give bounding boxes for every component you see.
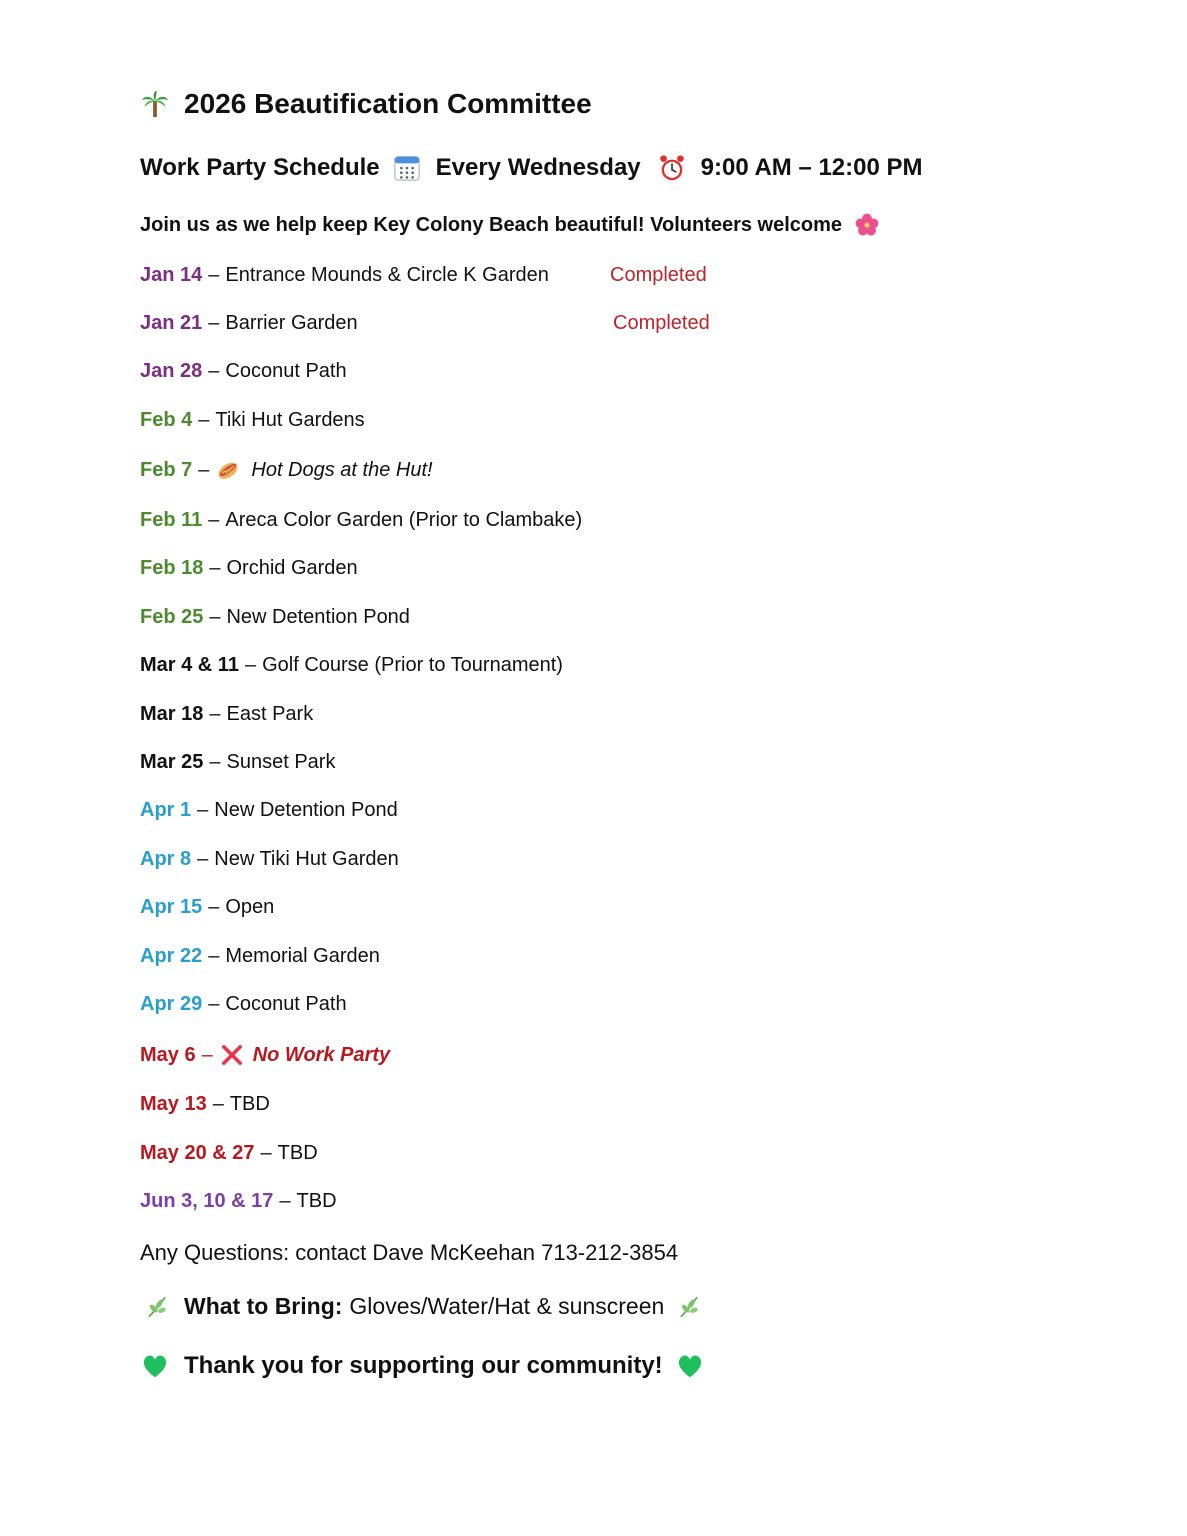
- status-completed: Completed: [613, 312, 710, 334]
- schedule-date: Apr 29: [140, 993, 203, 1015]
- schedule-dash: –: [197, 848, 209, 870]
- schedule-dash: –: [209, 703, 221, 725]
- schedule-row-apr-29: [140, 993, 347, 1016]
- schedule-row-feb-4: [140, 409, 365, 432]
- schedule-row-feb-7: [140, 457, 433, 483]
- schedule-date: Feb 7: [140, 458, 193, 481]
- calendar-icon: [392, 153, 422, 183]
- schedule-date: Apr 8: [140, 848, 192, 870]
- schedule-row-feb-11: [140, 509, 582, 532]
- schedule-row-jun-3-10-17: [140, 1190, 337, 1213]
- schedule-row-mar-4-11: [140, 654, 563, 677]
- schedule-row-feb-25: [140, 606, 410, 629]
- status-completed: Completed: [610, 264, 707, 286]
- schedule-dash: –: [208, 509, 220, 531]
- schedule-task: Entrance Mounds & Circle K Garden: [225, 264, 549, 286]
- schedule-date: Mar 4 & 11: [140, 654, 239, 676]
- schedule-dash: –: [198, 458, 210, 481]
- what-to-bring: [140, 1293, 702, 1320]
- schedule-dash: –: [260, 1142, 272, 1164]
- schedule-row-may-20-27: [140, 1142, 318, 1165]
- schedule-row-may-6: [140, 1042, 390, 1068]
- hibiscus-icon: [854, 212, 880, 238]
- schedule-row-apr-8: [140, 848, 399, 871]
- schedule-task: Tiki Hut Gardens: [215, 409, 365, 431]
- schedule-task: TBD: [229, 1093, 270, 1115]
- subtitle-time: 9:00 AM – 12:00 PM: [700, 154, 923, 181]
- schedule-dash: –: [209, 606, 221, 628]
- schedule-row-jan-21: [140, 312, 358, 335]
- schedule-date: May 6: [140, 1043, 196, 1066]
- schedule-date: Jun 3, 10 & 17: [140, 1190, 274, 1212]
- thank-you-text: Thank you for supporting our community!: [184, 1352, 663, 1379]
- schedule-task: Golf Course (Prior to Tournament): [262, 654, 563, 676]
- page-title: [140, 88, 592, 120]
- schedule-dash: –: [208, 993, 220, 1015]
- schedule-dash: –: [209, 751, 221, 773]
- contact-line: Any Questions: contact Dave McKeehan 713-212-3854: [140, 1240, 679, 1265]
- schedule-task: Areca Color Garden (Prior to Clambake): [225, 509, 583, 531]
- schedule-task: No Work Party: [252, 1043, 391, 1066]
- schedule-dash: –: [201, 1043, 213, 1066]
- cross-mark-icon: [219, 1042, 245, 1068]
- schedule-date: May 13: [140, 1093, 207, 1115]
- schedule-date: Jan 14: [140, 264, 203, 286]
- schedule-date: Mar 25: [140, 751, 204, 773]
- schedule-date: Jan 28: [140, 360, 203, 382]
- palm-tree-icon: [140, 89, 170, 119]
- schedule-dash: –: [212, 1093, 224, 1115]
- schedule-task: Coconut Path: [225, 993, 347, 1015]
- hot-dog-icon: [215, 457, 241, 483]
- schedule-date: Feb 11: [140, 509, 203, 531]
- title-text: 2026 Beautification Committee: [184, 88, 592, 119]
- schedule-task: TBD: [296, 1190, 337, 1212]
- schedule-date: Feb 25: [140, 606, 204, 628]
- schedule-row-jan-28: [140, 360, 347, 383]
- schedule-row-mar-25: [140, 751, 335, 774]
- schedule-task: Sunset Park: [226, 751, 336, 773]
- intro-message: Join us as we help keep Key Colony Beach beautiful! Volunteers welcome: [140, 213, 843, 236]
- schedule-dash: –: [209, 557, 221, 579]
- schedule-dash: –: [208, 360, 220, 382]
- schedule-row-apr-22: [140, 945, 380, 968]
- schedule-task: Open: [225, 896, 275, 918]
- schedule-task: New Detention Pond: [214, 799, 398, 821]
- schedule-date: Feb 18: [140, 557, 204, 579]
- schedule-subtitle: [140, 153, 923, 183]
- schedule-task: Orchid Garden: [226, 557, 358, 579]
- subtitle-lead: Work Party Schedule: [140, 154, 380, 181]
- schedule-row-jan-14: [140, 264, 549, 287]
- schedule-dash: –: [208, 945, 220, 967]
- schedule-task: East Park: [226, 703, 314, 725]
- schedule-date: Jan 21: [140, 312, 203, 334]
- schedule-date: Mar 18: [140, 703, 204, 725]
- schedule-dash: –: [198, 409, 210, 431]
- schedule-date: Apr 15: [140, 896, 203, 918]
- alarm-clock-icon: [657, 153, 687, 183]
- schedule-dash: –: [197, 799, 209, 821]
- schedule-row-apr-15: [140, 896, 274, 919]
- schedule-date: May 20 & 27: [140, 1142, 255, 1164]
- schedule-date: Apr 1: [140, 799, 192, 821]
- schedule-task: New Detention Pond: [226, 606, 410, 628]
- schedule-task: Coconut Path: [225, 360, 347, 382]
- green-heart-icon: [140, 1351, 170, 1381]
- bring-label: What to Bring:: [184, 1293, 343, 1319]
- schedule-task: TBD: [277, 1142, 318, 1164]
- schedule-dash: –: [208, 312, 220, 334]
- schedule-task: Memorial Garden: [225, 945, 380, 967]
- schedule-date: Feb 4: [140, 409, 193, 431]
- green-heart-icon: [675, 1351, 705, 1381]
- intro-text: [140, 212, 880, 238]
- schedule-row-may-13: [140, 1093, 270, 1116]
- herb-icon: [144, 1294, 170, 1320]
- schedule-task: Hot Dogs at the Hut!: [251, 458, 433, 481]
- schedule-row-apr-1: [140, 799, 398, 822]
- schedule-dash: –: [279, 1190, 291, 1212]
- schedule-date: Apr 22: [140, 945, 203, 967]
- schedule-row-feb-18: [140, 557, 358, 580]
- herb-icon: [676, 1294, 702, 1320]
- schedule-dash: –: [244, 654, 257, 676]
- schedule-row-mar-18: [140, 703, 313, 726]
- schedule-dash: –: [208, 896, 220, 918]
- schedule-dash: –: [208, 264, 220, 286]
- bring-items: Gloves/Water/Hat & sunscreen: [349, 1293, 665, 1319]
- schedule-task: New Tiki Hut Garden: [214, 848, 399, 870]
- thank-you-message: [140, 1351, 705, 1381]
- subtitle-day: Every Wednesday: [435, 154, 641, 181]
- schedule-task: Barrier Garden: [225, 312, 358, 334]
